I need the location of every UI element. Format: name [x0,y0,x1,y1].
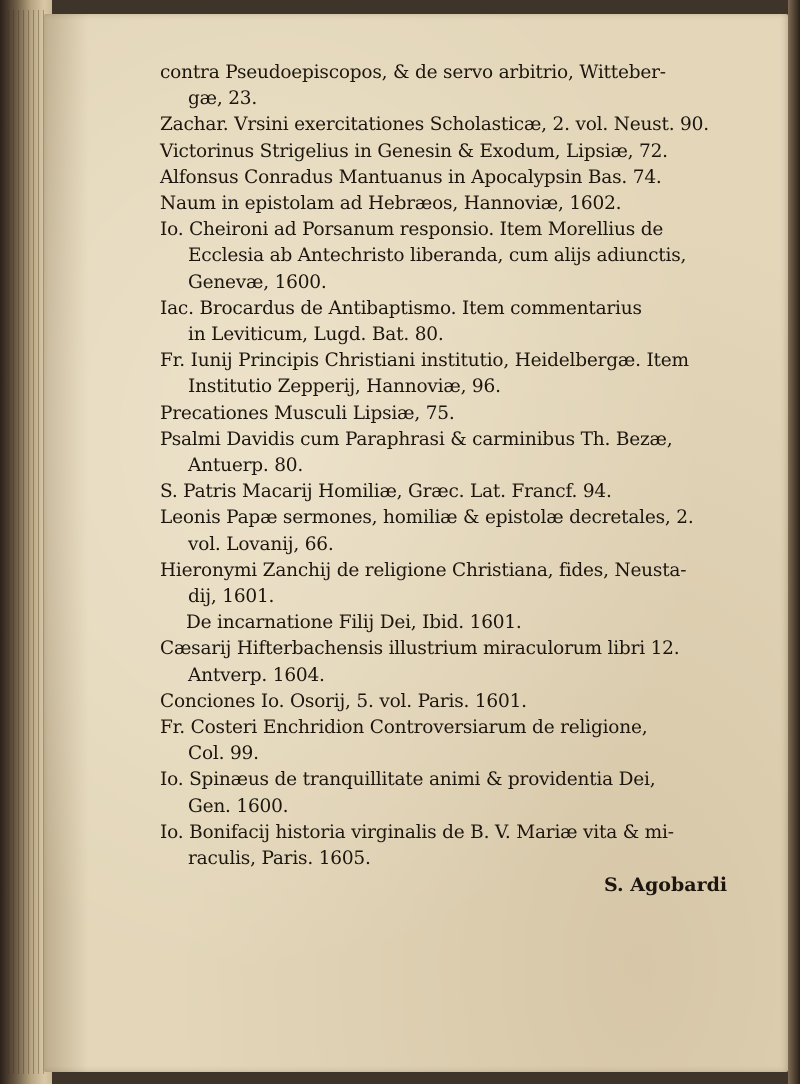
entry-continuation: dij, 1601. [188,586,275,608]
entry-line: Hieronymi Zanchij de religione Christiana, fides, Neusta- [160,559,687,581]
catchword: S. Agobardi [604,874,728,896]
entry-line: Precationes Musculi Lipsiæ, 75. [160,402,455,424]
catalog-entry [160,112,770,138]
entry-line: S. Patris Macarij Homiliæ, Græc. Lat. Francf. 94. [160,481,612,503]
catalog-entry [160,60,770,112]
entry-continuation: Institutio Zepperij, Hannoviæ, 96. [188,376,501,398]
right-page-edge [788,0,800,1084]
catalog-entry [160,689,770,715]
catalog-entry [160,767,770,819]
entry-line: De incarnatione Filij Dei, Ibid. 1601. [186,612,522,634]
entry-line: Zachar. Vrsini exercitationes Scholasticæ, 2. vol. Neust. 90. [160,114,709,136]
catalog-entry [160,348,770,400]
entry-line: Leonis Papæ sermones, homiliæ & epistolæ decretales, 2. [160,507,694,529]
catalog-entry [160,820,770,872]
catalog-entry [160,401,770,427]
entry-line: Fr. Iunij Principis Christiani institutio, Heidelbergæ. Item [160,350,689,372]
catalog-entry [160,217,770,296]
entry-line: Io. Cheironi ad Porsanum responsio. Item Morellius de [160,219,664,241]
catalog-text [160,60,770,872]
catalog-entry [160,558,770,610]
catalog-entry [160,636,770,688]
entry-line: contra Pseudoepiscopos, & de servo arbitrio, Witteber- [160,62,666,83]
entry-line: Fr. Costeri Enchridion Controversiarum de religione, [160,717,648,739]
catalog-entry [160,715,770,767]
catalog-entry [160,610,770,636]
entry-continuation: Gen. 1600. [188,795,289,817]
entry-continuation: gæ, 23. [188,88,258,110]
entry-continuation: in Leviticum, Lugd. Bat. 80. [188,324,444,346]
entry-line: Cæsarij Hifterbachensis illustrium miraculorum libri 12. [160,638,680,660]
entry-continuation: Antverp. 1604. [188,664,325,686]
entry-continuation: Col. 99. [188,743,259,765]
entry-continuation: raculis, Paris. 1605. [188,848,371,870]
entry-line: Victorinus Strigelius in Genesin & Exodum, Lipsiæ, 72. [160,140,668,162]
catalog-entry [160,427,770,479]
entry-continuation: vol. Lovanij, 66. [188,533,334,555]
catalog-entry [160,505,770,557]
catalog-entry [160,479,770,505]
catalog-entry [160,191,770,217]
catalog-entry [160,165,770,191]
entry-line: Io. Bonifacij historia virginalis de B. V. Mariæ vita & mi- [160,821,674,843]
entry-line: Iac. Brocardus de Antibaptismo. Item commentarius [160,297,642,319]
page-stack-edges [8,10,44,1074]
entry-line: Io. Spinæus de tranquillitate animi & providentia Dei, [160,769,656,791]
entry-line: Psalmi Davidis cum Paraphrasi & carminibus Th. Bezæ, [160,428,673,450]
entry-line: Alfonsus Conradus Mantuanus in Apocalypsin Bas. 74. [160,166,662,188]
catalog-entry [160,139,770,165]
entry-line: Conciones Io. Osorij, 5. vol. Paris. 1601. [160,690,527,712]
entry-continuation: Antuerp. 80. [188,455,304,477]
catalog-entry [160,296,770,348]
entry-line: Naum in epistolam ad Hebræos, Hannoviæ, 1602. [160,193,622,215]
entry-continuation: Ecclesia ab Antechristo liberanda, cum alijs adiunctis, Genevæ, 1600. [188,245,687,293]
